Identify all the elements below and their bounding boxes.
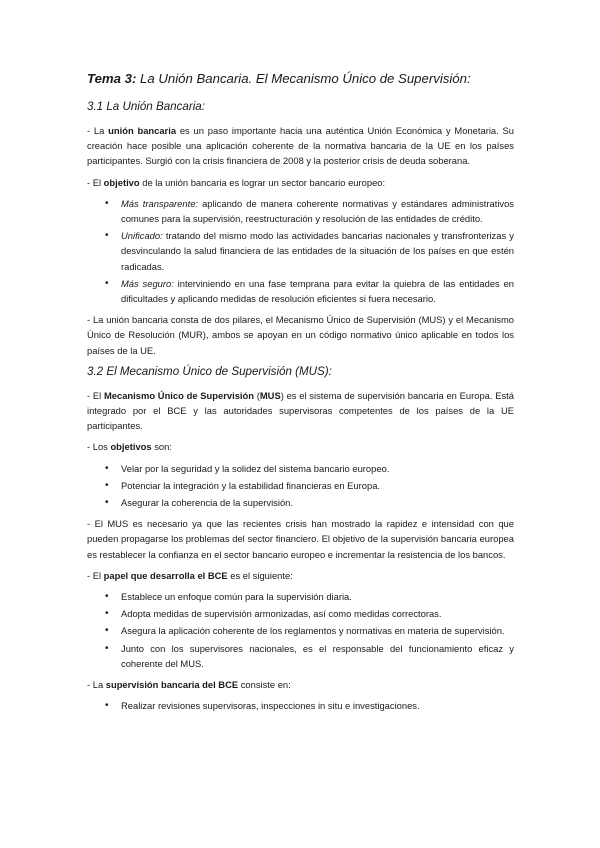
bullet-term: Más seguro: [121, 277, 174, 289]
list-item [87, 196, 514, 226]
bullet-term: Más transparente: [121, 197, 199, 209]
bullet-text: Junto con los supervisores nacionales, es el responsable del funcionamiento eficaz y coherente del MUS. [121, 642, 514, 669]
bullet-icon: • [105, 277, 109, 289]
bullet-icon: • [105, 230, 109, 242]
title-text: La Unión Bancaria. El Mecanismo Único de Supervisión: [136, 71, 471, 86]
objetivos-list [87, 461, 514, 511]
page-title [87, 70, 514, 87]
text-lead: - La [87, 679, 106, 691]
paragraph-objetivo [87, 175, 514, 190]
bullet-icon: • [105, 700, 109, 712]
bullet-icon: • [105, 497, 109, 509]
bullet-icon: • [105, 625, 109, 637]
paragraph-necesidad: - El MUS es necesario ya que las recientes crisis han mostrado la rapidez e intensidad con que pueden propagarse los problemas del sector financiero. El objetivo de la supervisión bancaria europea es restablecer la confianza en el sector bancario europeo e incrementar la resistencia de los bancos. [87, 518, 514, 560]
text-rest: son: [151, 441, 172, 453]
paragraph-supervision-bce [87, 677, 514, 692]
bold-term: Mecanismo Único de Supervisión [103, 389, 254, 401]
section-heading-mus: 3.2 El Mecanismo Único de Supervisión (MUS): [87, 364, 332, 378]
text-rest: es un paso importante hacia una auténtica Unión Económica y Monetaria. Su creación hace posible una aplicación coherente de la normativa bancaria de la UE en los países participantes. Surgió con la crisis financiera de 2008 y la posterior crisis de deuda soberana. [87, 125, 514, 167]
bullet-icon: • [105, 462, 109, 474]
list-item [87, 461, 514, 476]
list-item [87, 478, 514, 493]
paragraph-mus [87, 388, 514, 434]
list-item [87, 589, 514, 604]
bullet-text: Establece un enfoque común para la supervisión diaria. [121, 591, 352, 603]
bold-term: unión bancaria [108, 125, 177, 136]
bold-term: papel que desarrolla el BCE [103, 569, 228, 581]
objetivo-list [87, 196, 514, 306]
text-rest: de la unión bancaria es lograr un sector bancario europeo: [139, 176, 386, 188]
bullet-icon: • [105, 642, 109, 654]
list-item [87, 623, 514, 638]
text-lead: - El [87, 389, 104, 401]
bullet-icon: • [105, 591, 109, 603]
bullet-icon: • [105, 479, 109, 491]
text-lead: - El [87, 569, 104, 581]
bullet-text: Asegura la aplicación coherente de los reglamentos y normativas en materia de supervisión. [121, 625, 505, 637]
text-lead: - Los [87, 441, 111, 453]
supervision-list [87, 698, 514, 713]
text-rest: es el siguiente: [227, 569, 293, 581]
text-rest: ) es el sistema de supervisión bancaria en Europa. Está integrado por el BCE y las autoridades supervisoras competentes de los países de la UE participantes. [87, 389, 514, 432]
text-lead: - El [87, 176, 104, 188]
list-item [87, 698, 514, 713]
bullet-text: Adopta medidas de supervisión armonizadas, así como medidas correctoras. [121, 608, 442, 620]
bullet-text: aplicando de manera coherente normativas y estándares administrativos comunes para la supervisión, reestructuración y resolución de las entidades de crédito. [121, 197, 514, 225]
text-mid: ( [253, 389, 260, 401]
title-prefix: Tema 3: [87, 71, 137, 86]
paragraph-objetivos [87, 439, 514, 454]
bullet-term: Unificado: [121, 230, 163, 242]
bullet-text: Realizar revisiones supervisoras, inspecciones in situ e investigaciones. [121, 700, 420, 712]
paragraph-union-bancaria [87, 123, 514, 169]
section-heading-union-bancaria: 3.1 La Unión Bancaria: [87, 100, 205, 113]
text-rest: consiste en: [238, 679, 291, 691]
bullet-text: Velar por la seguridad y la solidez del sistema bancario europeo. [121, 462, 390, 474]
bullet-text: interviniendo en una fase temprana para evitar la quiebra de las entidades en dificultades y aplicando medidas de resolución eficientes si fuera necesario. [121, 277, 514, 305]
bullet-icon: • [105, 608, 109, 620]
paragraph-papel-bce [87, 568, 514, 583]
list-item [87, 276, 514, 306]
bold-term: objetivo [103, 176, 140, 188]
list-item [87, 641, 514, 671]
bullet-text: Potenciar la integración y la estabilidad financieras en Europa. [121, 479, 381, 491]
list-item [87, 495, 514, 510]
bullet-text: Asegurar la coherencia de la supervisión. [121, 497, 293, 509]
text-lead: - La [87, 125, 109, 136]
papel-list [87, 589, 514, 671]
document-page [87, 70, 514, 720]
paragraph-pilares: - La unión bancaria consta de dos pilares, el Mecanismo Único de Supervisión (MUS) y el Mecanismo Único de Resolución (MUR), ambos se apoyan en un código normativo único aplicable en todos los países de la UE. [87, 314, 514, 356]
bullet-icon: • [105, 197, 109, 209]
bullet-text: tratando del mismo modo las actividades bancarias nacionales y transfronterizas y desvinculando la salud financiera de las entidades de la situación de los países en que estén radicadas. [121, 230, 514, 272]
list-item [87, 228, 514, 274]
bold-term: MUS [259, 389, 281, 401]
bold-term: objetivos [110, 441, 152, 453]
list-item [87, 606, 514, 621]
bold-term: supervisión bancaria del BCE [105, 679, 239, 691]
